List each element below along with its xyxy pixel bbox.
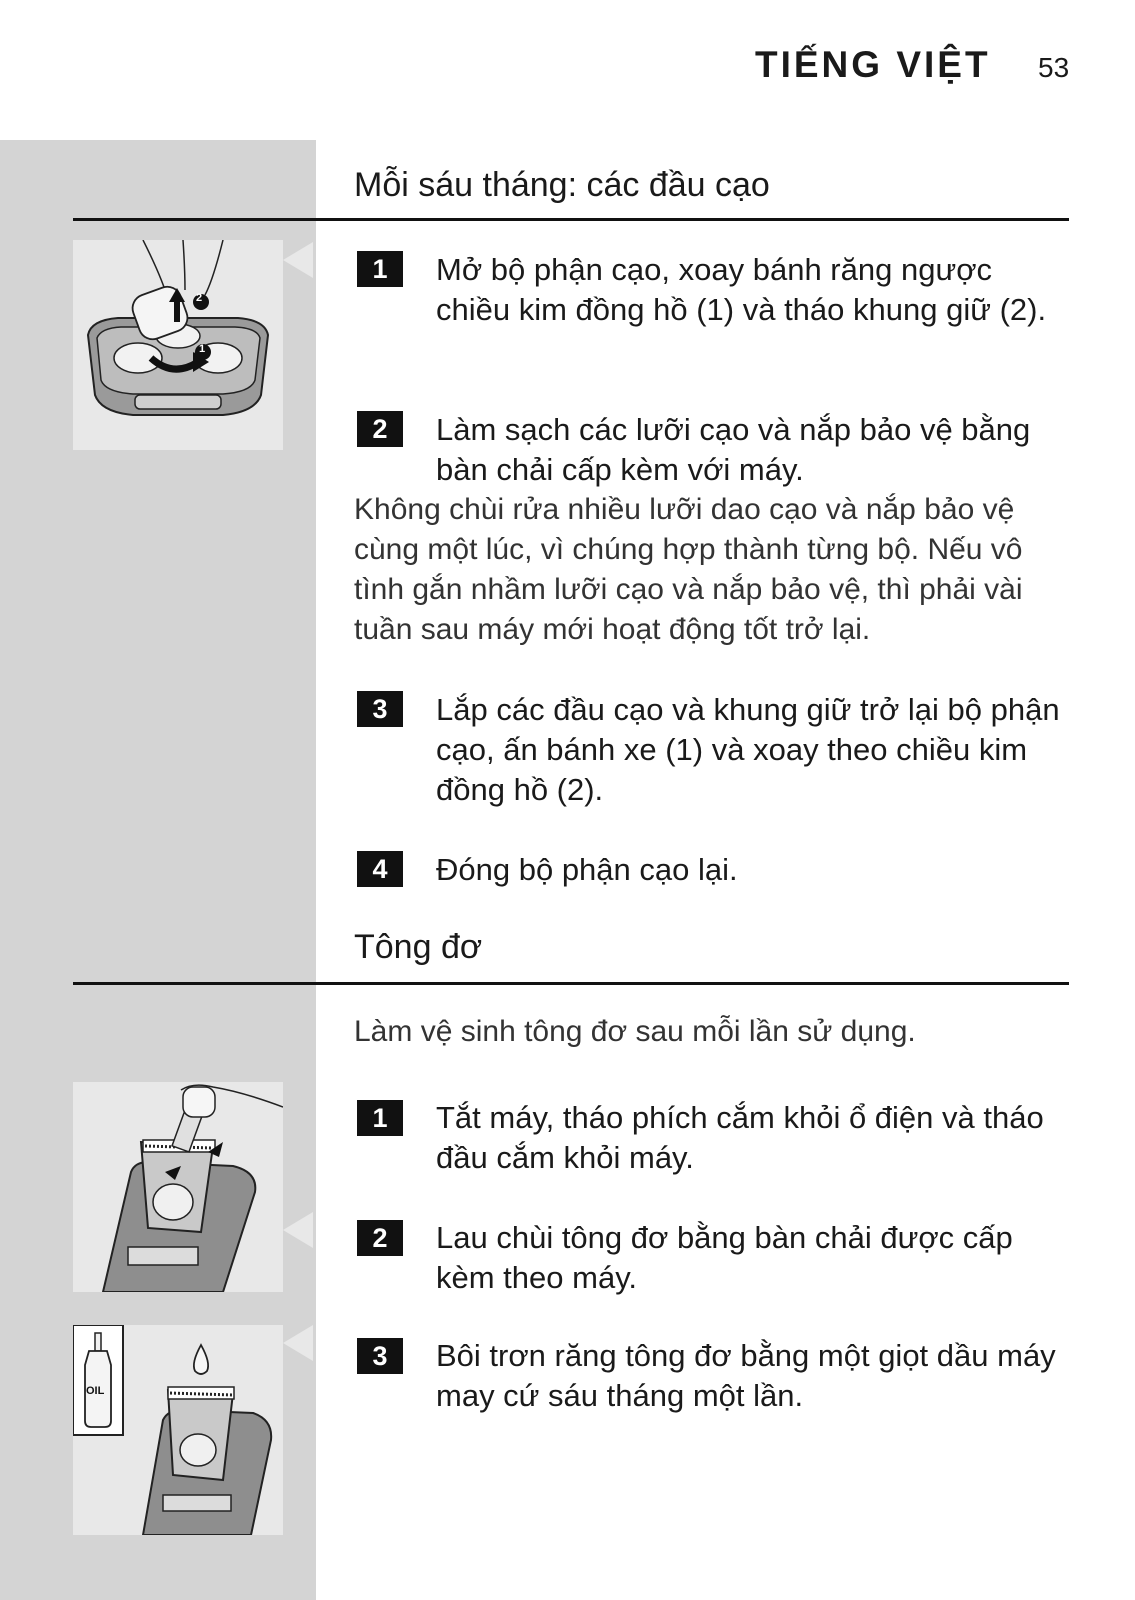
trimmer-brush-drawing — [73, 1082, 283, 1292]
illustration-trimmer-oil — [73, 1325, 283, 1535]
oil-bottle-label: OIL — [86, 1385, 105, 1397]
illustration-label-2: 2 — [196, 292, 203, 304]
section-rule — [73, 218, 1069, 221]
shaving-unit-drawing — [73, 240, 283, 450]
trimmer-step-text-3: Bôi trơn răng tông đơ bằng một giọt dầu máy may cứ sáu tháng một lần. — [436, 1338, 1056, 1413]
step-number-2: 2 — [357, 411, 403, 447]
step-number-3: 3 — [357, 691, 403, 727]
step-number-4: 4 — [357, 851, 403, 887]
step-text-4: Đóng bộ phận cạo lại. — [436, 852, 738, 887]
step-text-2: Làm sạch các lưỡi cạo và nắp bảo vệ bằng bàn chải cấp kèm với máy. — [436, 412, 1031, 487]
trimmer-intro: Làm vệ sinh tông đơ sau mỗi lần sử dụng. — [354, 1015, 916, 1048]
section-rule-trimmer — [73, 982, 1069, 985]
trimmer-step-number-3: 3 — [357, 1338, 403, 1374]
warning-note: Không chùi rửa nhiều lưỡi dao cạo và nắp bảo vệ cùng một lúc, vì chúng hợp thành từng bộ. Nếu vô tình gắn nhầm lưỡi cạo và nắp bảo vệ, thì phải vài tuần sau máy mới hoạt động tốt trở lại. — [354, 493, 1023, 646]
illustration-pointer-oil — [283, 1325, 313, 1361]
illustration-pointer-trimmer — [283, 1212, 313, 1248]
section-title-shaving-heads: Mỗi sáu tháng: các đầu cạo — [354, 166, 770, 204]
step-number-1: 1 — [357, 251, 403, 287]
illustration-shaving-unit — [73, 240, 283, 450]
language-header: TIẾNG VIỆT — [755, 44, 991, 85]
illustration-pointer — [283, 242, 313, 278]
section-title-trimmer: Tông đơ — [354, 928, 483, 966]
step-text-1: Mở bộ phận cạo, xoay bánh răng ngược chiều kim đồng hồ (1) và tháo khung giữ (2). — [436, 252, 1047, 327]
illustration-trimmer-brush — [73, 1082, 283, 1292]
trimmer-step-text-1: Tắt máy, tháo phích cắm khỏi ổ điện và tháo đầu cắm khỏi máy. — [436, 1100, 1044, 1175]
trimmer-step-number-1: 1 — [357, 1100, 403, 1136]
illustration-label-1: 1 — [199, 343, 206, 355]
step-text-3: Lắp các đầu cạo và khung giữ trở lại bộ phận cạo, ấn bánh xe (1) và xoay theo chiều kim đồng hồ (2). — [436, 692, 1060, 807]
trimmer-oil-drawing — [73, 1325, 283, 1535]
trimmer-step-number-2: 2 — [357, 1220, 403, 1256]
trimmer-step-text-2: Lau chùi tông đơ bằng bàn chải được cấp kèm theo máy. — [436, 1220, 1013, 1295]
page-number: 53 — [1038, 52, 1070, 83]
